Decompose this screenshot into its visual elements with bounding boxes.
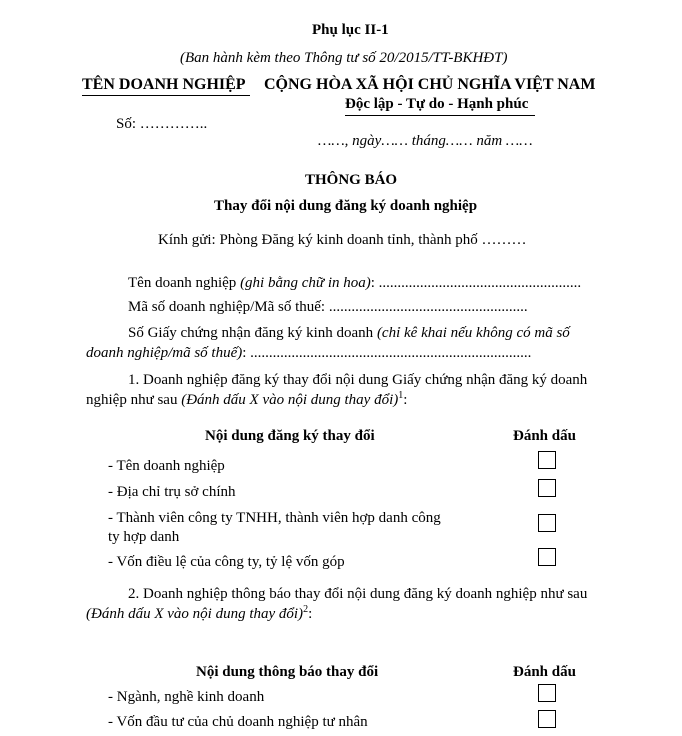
section1-checkbox-charter-capital[interactable] — [538, 548, 556, 566]
section1-checkbox-members[interactable] — [538, 514, 556, 532]
field-tax-code — [128, 299, 528, 316]
field-cert-label: Số Giấy chứng nhận đăng ký kinh doanh — [128, 325, 374, 341]
section2-col-content: Nội dung thông báo thay đổi — [196, 664, 379, 680]
republic-name: CỘNG HÒA XÃ HỘI CHỦ NGHĨA VIỆT NAM — [264, 76, 596, 93]
field-tax-code-dots: ..................................................... — [328, 299, 528, 315]
section2-row-label: - Ngành, nghề kinh doanh — [108, 689, 265, 705]
section1-intro-line2 — [86, 392, 407, 409]
section1-footnote-ref: 1 — [398, 390, 404, 401]
section2-intro-hint: (Đánh dấu X vào nội dung thay đổi) — [86, 606, 304, 622]
section1-col-mark: Đánh dấu — [513, 428, 576, 444]
motto-underline — [345, 115, 535, 116]
section1-row-label-cont: ty hợp danh — [108, 529, 180, 545]
section2-intro-end: : — [308, 606, 313, 622]
section1-checkbox-company-name[interactable] — [538, 451, 556, 469]
field-company-name-hint: (ghi bằng chữ in hoa) — [240, 275, 371, 291]
section1-checkbox-head-office[interactable] — [538, 479, 556, 497]
section1-intro-hint: (Đánh dấu X vào nội dung thay đổi) — [181, 392, 399, 408]
section1-intro-text: nghiệp như sau — [86, 392, 178, 408]
field-tax-code-label: Mã số doanh nghiệp/Mã số thuế: — [128, 299, 326, 315]
field-cert-dots: : ........................................................................... — [242, 345, 532, 361]
field-company-name-label: Tên doanh nghiệp — [128, 275, 237, 291]
field-company-name — [128, 275, 581, 292]
date-line: ……, ngày…… tháng…… năm …… — [318, 133, 533, 149]
notice-subtitle: Thay đổi nội dung đăng ký doanh nghiệp — [214, 198, 478, 214]
company-name: TÊN DOANH NGHIỆP — [82, 76, 246, 93]
section1-col-content: Nội dung đăng ký thay đổi — [205, 428, 375, 444]
section2-col-mark: Đánh dấu — [513, 664, 576, 680]
field-cert-number-line2 — [86, 345, 531, 362]
appendix-title: Phụ lục II-1 — [312, 22, 389, 38]
motto: Độc lập - Tự do - Hạnh phúc — [345, 96, 529, 112]
field-cert-number — [128, 325, 570, 342]
notice-title: THÔNG BÁO — [305, 172, 398, 188]
company-name-underline — [82, 95, 250, 96]
section1-intro-line1: 1. Doanh nghiệp đăng ký thay đổi nội dung Giấy chứng nhận đăng ký doanh — [128, 372, 588, 388]
section2-footnote-ref: 2 — [303, 604, 309, 615]
field-cert-hint-1: (chỉ kê khai nếu không có mã số — [376, 325, 570, 341]
field-company-name-dots: : ...................................................... — [370, 275, 582, 291]
document-number: Số: ………….. — [116, 116, 208, 132]
section1-row-label: - Tên doanh nghiệp — [108, 458, 225, 474]
section1-row-label: - Địa chỉ trụ sở chính — [108, 484, 236, 500]
addressee: Kính gửi: Phòng Đăng ký kinh doanh tỉnh, thành phố ……… — [158, 232, 527, 248]
field-cert-hint-2: doanh nghiệp/mã số thuế) — [86, 345, 243, 361]
section2-checkbox-investment-capital[interactable] — [538, 710, 556, 728]
section2-row-label: - Vốn đầu tư của chủ doanh nghiệp tư nhân — [108, 714, 368, 730]
section2-intro-line2 — [86, 606, 312, 623]
section2-checkbox-business-lines[interactable] — [538, 684, 556, 702]
section1-intro-end: : — [403, 392, 408, 408]
section2-intro-line1: 2. Doanh nghiệp thông báo thay đổi nội dung đăng ký doanh nghiệp như sau — [128, 586, 588, 602]
section1-row-label: - Vốn điều lệ của công ty, tỷ lệ vốn góp — [108, 554, 345, 570]
appendix-subtitle: (Ban hành kèm theo Thông tư số 20/2015/TT-BKHĐT) — [180, 50, 508, 66]
section1-row-label: - Thành viên công ty TNHH, thành viên hợp danh công — [108, 510, 441, 526]
